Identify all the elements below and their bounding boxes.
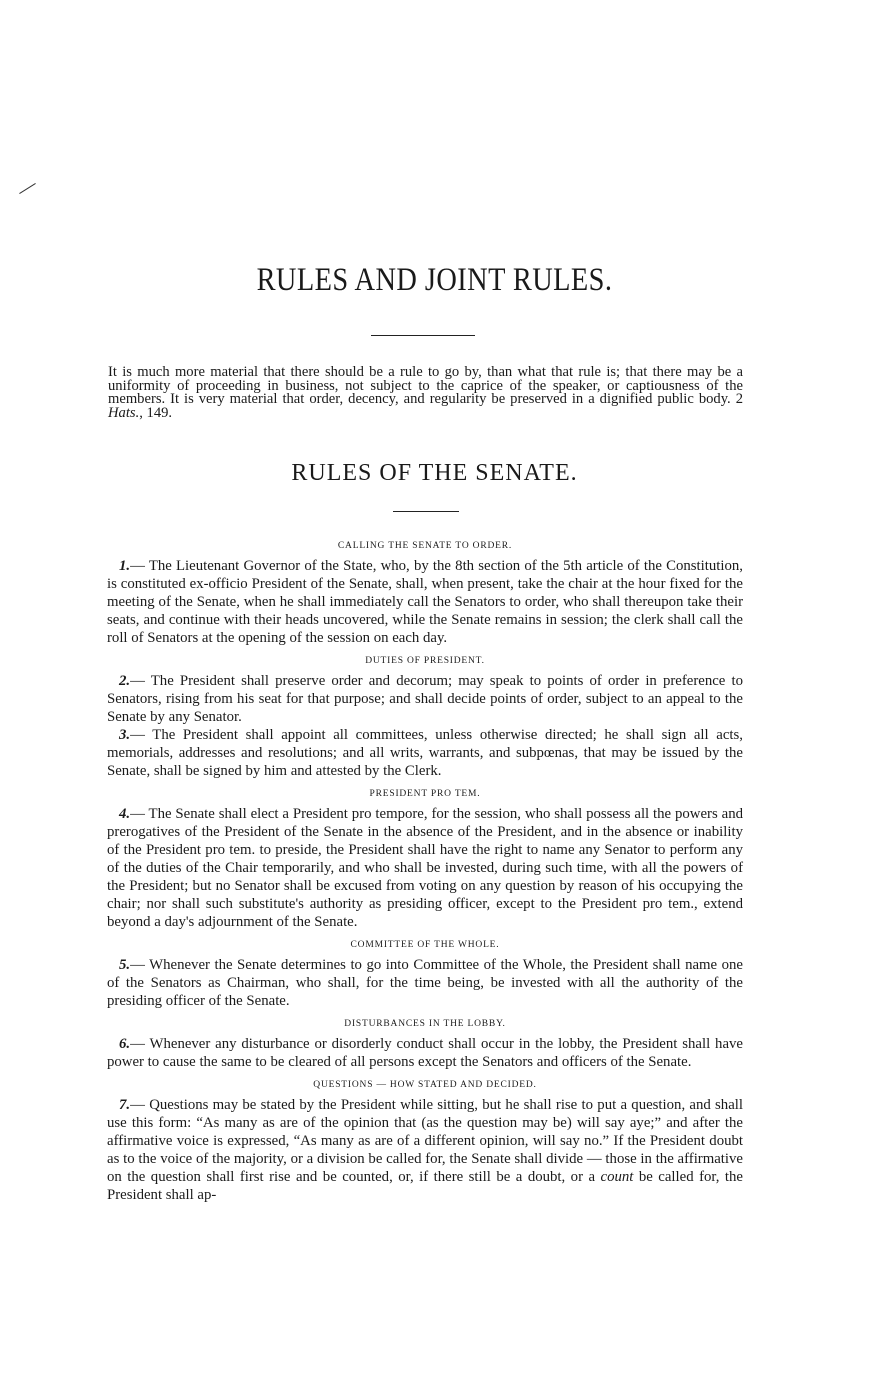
rule-number: 7. (119, 1097, 131, 1113)
rule-number: 3. (119, 727, 131, 743)
rule-text-continued: be called for, the President shall ap- (107, 1169, 743, 1203)
rule-text: Whenever the Senate determines to go into Committee of the Whole, the President shall name one of the Senators as Chairman, who shall, for the time being, be invested with all the authority of the presiding officer of the Senate. (107, 957, 743, 1009)
heading-duties-president: DUTIES OF PRESIDENT. (365, 656, 485, 666)
citation-source: Hats. (108, 404, 140, 421)
rule-number: 4. (119, 806, 131, 822)
epigraph-text: It is much more material that there should be a rule to go by, than what that rule is; that there may be a uniformity of proceeding in business, not subject to the caprice of the speaker, or captiousness of the members. It is very material that order, decency, and regularity be preserved in a dignified public body. (108, 364, 743, 407)
rule-text: The President shall preserve order and decorum; may speak to points of order in preference to Senators, rising from his seat for that purpose; and shall decide points of order, subject to an appeal to the Senate by any Senator. (107, 673, 743, 725)
rule-5: 5.— Whenever the Senate determines to go into Committee of the Whole, the President shall name one of the Senators as Chairman, who shall, for the time being, be invested with all the authority of the presiding officer of the Senate. (107, 957, 743, 1009)
title-divider (371, 335, 475, 336)
heading-questions: QUESTIONS — HOW STATED AND DECIDED. (313, 1080, 537, 1090)
rule-text: Questions may be stated by the President while sitting, but he shall rise to put a question, and shall use this form: “As many as are of the opinion that (as the question may be) will say aye;” and after the affirmative voice is expressed, “As many as are of a different opinion, will say no.” If the President doubt as to the voice of the majority, or a division be called for, the Senate shall divide — those in the affirmative on the question shall first rise and be counted, or, if there still be a doubt, or a (107, 1097, 743, 1185)
page-title: RULES AND JOINT RULES. (256, 262, 613, 298)
epigraph (108, 366, 743, 420)
senate-title-divider (393, 511, 459, 512)
rule-text-italic: count (600, 1169, 634, 1185)
rule-4: 4.— The Senate shall elect a President pro tempore, for the session, who shall possess all the powers and prerogatives of the President of the Senate in the absence of the President, and in the absence or inability of the President pro tem. to preside, the President shall have the right to name any Senator to perform any of the duties of the Chair temporarily, and who shall be invested, during such time, with all the powers of the President; but no Senator shall be excused from voting on any question by reason of his occupying the chair; nor shall such substitute's authority as presiding officer, except to the President pro tem., extend beyond a day's adjournment of the Senate. (107, 806, 743, 930)
rule-text: The President shall appoint all committees, unless otherwise directed; he shall sign all acts, memorials, addresses and resolutions; and all writs, warrants, and subpœnas, that may be issued by the Senate, shall be signed by him and attested by the Clerk. (107, 727, 743, 779)
heading-disturbances-lobby: DISTURBANCES IN THE LOBBY. (344, 1019, 506, 1029)
rule-2: 2.— The President shall preserve order and decorum; may speak to points of order in preference to Senators, rising from his seat for that purpose; and shall decide points of order, subject to an appeal to the Senate by any Senator. (107, 673, 743, 725)
section-title: RULES OF THE SENATE. (291, 460, 578, 486)
heading-calling-order: CALLING THE SENATE TO ORDER. (337, 541, 513, 551)
rule-6: 6.— Whenever any disturbance or disorderly conduct shall occur in the lobby, the President shall have power to cause the same to be cleared of all persons except the Senators and officers of the Senate. (107, 1036, 743, 1070)
rule-text: Whenever any disturbance or disorderly conduct shall occur in the lobby, the President shall have power to cause the same to be cleared of all persons except the Senators and officers of the Senate. (107, 1036, 743, 1070)
rules-body (107, 540, 743, 1212)
rule-text: The Senate shall elect a President pro tempore, for the session, who shall possess all the powers and prerogatives of the President of the Senate in the absence of the President, and in the absence or inability of the President pro tem. to preside, the President shall have the right to name any Senator to perform any of the duties of the Chair temporarily, and who shall be invested, during such time, with all the powers of the President; but no Senator shall be excused from voting on any question by reason of his occupying the chair; nor shall such substitute's authority as presiding officer, except to the President pro tem., extend beyond a day's adjournment of the Senate. (107, 806, 743, 930)
rule-number: 1. (119, 558, 131, 574)
rule-number: 6. (119, 1036, 131, 1052)
rule-7: 7.— Questions may be stated by the President while sitting, but he shall rise to put a question, and shall use this form: “As many as are of the opinion that (as the question may be) will say aye;” and after the affirmative voice is expressed, “As many as are of a different opinion, will say no.” If the President doubt as to the voice of the majority, or a division be called for, the Senate shall divide — those in the affirmative on the question shall first rise and be counted, or, if there still be a doubt, or a count be called for, the President shall ap- (107, 1097, 743, 1203)
heading-committee-whole: COMMITTEE OF THE WHOLE. (350, 940, 500, 950)
heading-president-pro-tem: PRESIDENT PRO TEM. (369, 789, 481, 799)
rule-3: 3.— The President shall appoint all committees, unless otherwise directed; he shall sign all acts, memorials, addresses and resolutions; and all writs, warrants, and subpœnas, that may be issued by the Senate, shall be signed by him and attested by the Clerk. (107, 727, 743, 779)
rule-1: 1.— The Lieutenant Governor of the State, who, by the 8th section of the 5th article of the Constitution, is constituted ex-officio President of the Senate, shall, when present, take the chair at the hour fixed for the meeting of the Senate, when he shall immediately call the Senators to order, who shall thereupon take their seats, and continue with their heads uncovered, while the Senate remains in session; the clerk shall call the roll of Senators at the opening of the session on each day. (107, 558, 743, 646)
citation-page: , 149. (139, 404, 173, 421)
stray-pen-mark (19, 183, 36, 194)
rule-number: 2. (119, 673, 131, 689)
citation-volume: 2 (735, 391, 744, 407)
rule-number: 5. (119, 957, 131, 973)
rule-text: The Lieutenant Governor of the State, who, by the 8th section of the 5th article of the Constitution, is constituted ex-officio President of the Senate, shall, when present, take the chair at the hour fixed for the meeting of the Senate, when he shall immediately call the Senators to order, who shall thereupon take their seats, and continue with their heads uncovered, while the Senate remains in session; the clerk shall call the roll of Senators at the opening of the session on each day. (107, 558, 743, 646)
